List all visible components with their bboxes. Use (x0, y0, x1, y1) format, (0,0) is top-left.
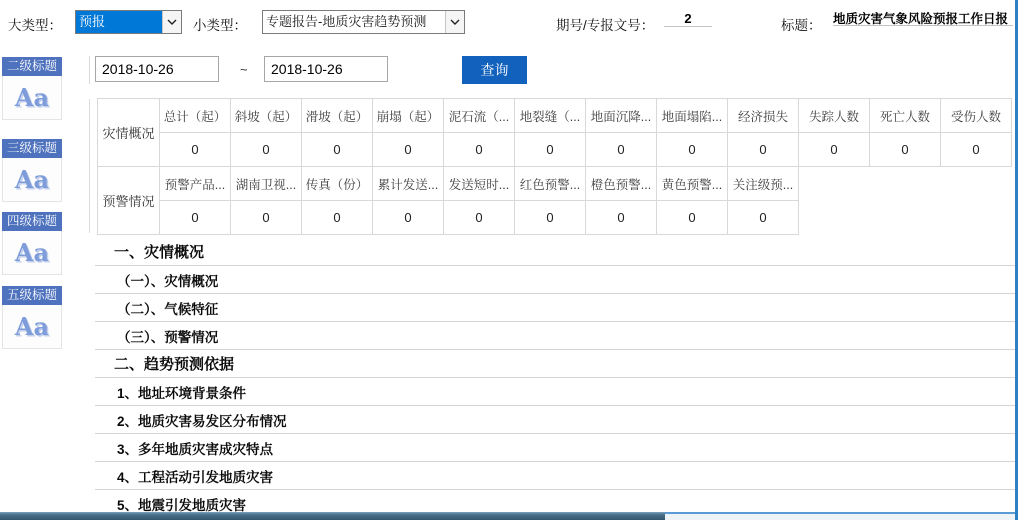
outline-row[interactable] (95, 266, 1015, 294)
outline-row[interactable] (95, 378, 1015, 406)
chevron-down-icon (445, 11, 464, 33)
table-row-group-header: 预警情况 (98, 167, 160, 235)
outline-row-text: 一、灾情概况 (114, 244, 205, 261)
table-column-header: 湖南卫视... (231, 167, 302, 201)
table-column-header: 关注级预... (728, 167, 799, 201)
table-column-header: 地裂缝（... (515, 99, 586, 133)
horizontal-scrollbar-thumb[interactable] (0, 512, 665, 520)
minor-type-value: 专题报告-地质灾害趋势预测 (266, 14, 427, 29)
summary-table (97, 98, 1012, 235)
table-column-header: 斜坡（起） (231, 99, 302, 133)
date-to-input[interactable]: 2018-10-26 (264, 56, 388, 82)
heading-style-button-level3[interactable] (2, 139, 62, 202)
table-value-cell: 0 (515, 133, 586, 167)
heading-style-label: 四级标题 (2, 212, 62, 231)
table-value-cell: 0 (373, 201, 444, 235)
title-field[interactable] (833, 11, 1013, 26)
table-column-header: 橙色预警... (586, 167, 657, 201)
table-column-header: 滑坡（起） (302, 99, 373, 133)
table-value-cell: 0 (231, 201, 302, 235)
outline-row-text: 二、趋势预测依据 (114, 356, 235, 373)
minor-type-label: 小类型： (193, 18, 247, 33)
table-value-cell: 0 (373, 133, 444, 167)
table-value-cell: 0 (302, 201, 373, 235)
major-type-label: 大类型： (8, 18, 62, 33)
outline-row[interactable] (95, 350, 1015, 378)
outline-row-text: 3、多年地质灾害成灾特点 (117, 441, 274, 457)
heading-style-button-level2[interactable] (2, 57, 62, 120)
table-value-cell: 0 (515, 201, 586, 235)
issue-number-label: 期号/专报文号： (556, 18, 655, 33)
divider (89, 99, 90, 233)
font-aa-icon: Aa (14, 312, 50, 341)
table-column-header: 受伤人数 (941, 99, 1012, 133)
date-from-input[interactable]: 2018-10-26 (95, 56, 219, 82)
outline-row[interactable] (95, 322, 1015, 350)
table-value-cell: 0 (302, 133, 373, 167)
table-column-header: 经济损失 (728, 99, 799, 133)
issue-number-field[interactable] (664, 11, 712, 27)
major-type-value: 预报 (76, 11, 162, 33)
table-column-header: 红色预警... (515, 167, 586, 201)
font-aa-icon: Aa (14, 165, 50, 194)
table-row-group-header: 灾情概况 (98, 99, 160, 167)
heading-style-label: 三级标题 (2, 139, 62, 158)
table-column-header: 传真（份） (302, 167, 373, 201)
date-range-tilde: ~ (240, 62, 248, 77)
outline-row[interactable] (95, 462, 1015, 490)
outline-row[interactable] (95, 406, 1015, 434)
table-value-cell: 0 (728, 201, 799, 235)
table-column-header: 累计发送... (373, 167, 444, 201)
table-value-cell: 0 (657, 133, 728, 167)
minor-type-select[interactable] (262, 10, 465, 34)
table-value-cell: 0 (941, 133, 1012, 167)
summary-table-group (97, 166, 799, 235)
query-button[interactable]: 查询 (462, 56, 527, 84)
font-style-icon-box (2, 305, 62, 349)
font-aa-icon: Aa (14, 238, 50, 267)
table-value-cell: 0 (586, 133, 657, 167)
title-label: 标题： (781, 18, 822, 33)
font-aa-icon: Aa (14, 83, 50, 112)
outline-row[interactable] (95, 294, 1015, 322)
outline-row-text: （二）、气候特征 (117, 301, 219, 317)
divider (89, 56, 90, 84)
table-value-cell: 0 (799, 133, 870, 167)
table-column-header: 崩塌（起） (373, 99, 444, 133)
heading-style-button-level5[interactable] (2, 286, 62, 349)
table-column-header: 预警产品... (160, 167, 231, 201)
outline-row-text: 5、地震引发地质灾害 (117, 497, 247, 513)
table-value-cell: 0 (160, 201, 231, 235)
table-value-cell: 0 (586, 201, 657, 235)
table-column-header: 总计（起） (160, 99, 231, 133)
table-value-cell: 0 (728, 133, 799, 167)
table-value-cell: 0 (657, 201, 728, 235)
font-style-icon-box (2, 76, 62, 120)
outline-row-text: 2、地质灾害易发区分布情况 (117, 413, 287, 429)
horizontal-scrollbar-track[interactable] (0, 512, 1015, 520)
table-column-header: 死亡人数 (870, 99, 941, 133)
outline-row[interactable] (95, 434, 1015, 462)
document-outline (95, 238, 1015, 518)
font-style-icon-box (2, 158, 62, 202)
table-value-cell: 0 (160, 133, 231, 167)
outline-row-text: 1、地址环境背景条件 (117, 385, 247, 401)
major-type-select[interactable] (75, 10, 182, 34)
chevron-down-icon (162, 11, 181, 33)
table-column-header: 失踪人数 (799, 99, 870, 133)
heading-style-label: 二级标题 (2, 57, 62, 76)
table-value-cell: 0 (231, 133, 302, 167)
outline-row-text: （一）、灾情概况 (117, 273, 219, 289)
table-column-header: 地面沉降... (586, 99, 657, 133)
table-value-cell: 0 (870, 133, 941, 167)
table-value-cell: 0 (444, 133, 515, 167)
heading-style-button-level4[interactable] (2, 212, 62, 275)
outline-row-text: 4、工程活动引发地质灾害 (117, 469, 274, 485)
table-column-header: 黄色预警... (657, 167, 728, 201)
outline-row-text: （三）、预警情况 (117, 329, 219, 345)
outline-row[interactable] (95, 238, 1015, 266)
font-style-icon-box (2, 231, 62, 275)
table-value-cell: 0 (444, 201, 515, 235)
heading-style-label: 五级标题 (2, 286, 62, 305)
summary-table-group (97, 98, 1012, 167)
table-column-header: 地面塌陷... (657, 99, 728, 133)
table-column-header: 泥石流（... (444, 99, 515, 133)
table-column-header: 发送短时... (444, 167, 515, 201)
